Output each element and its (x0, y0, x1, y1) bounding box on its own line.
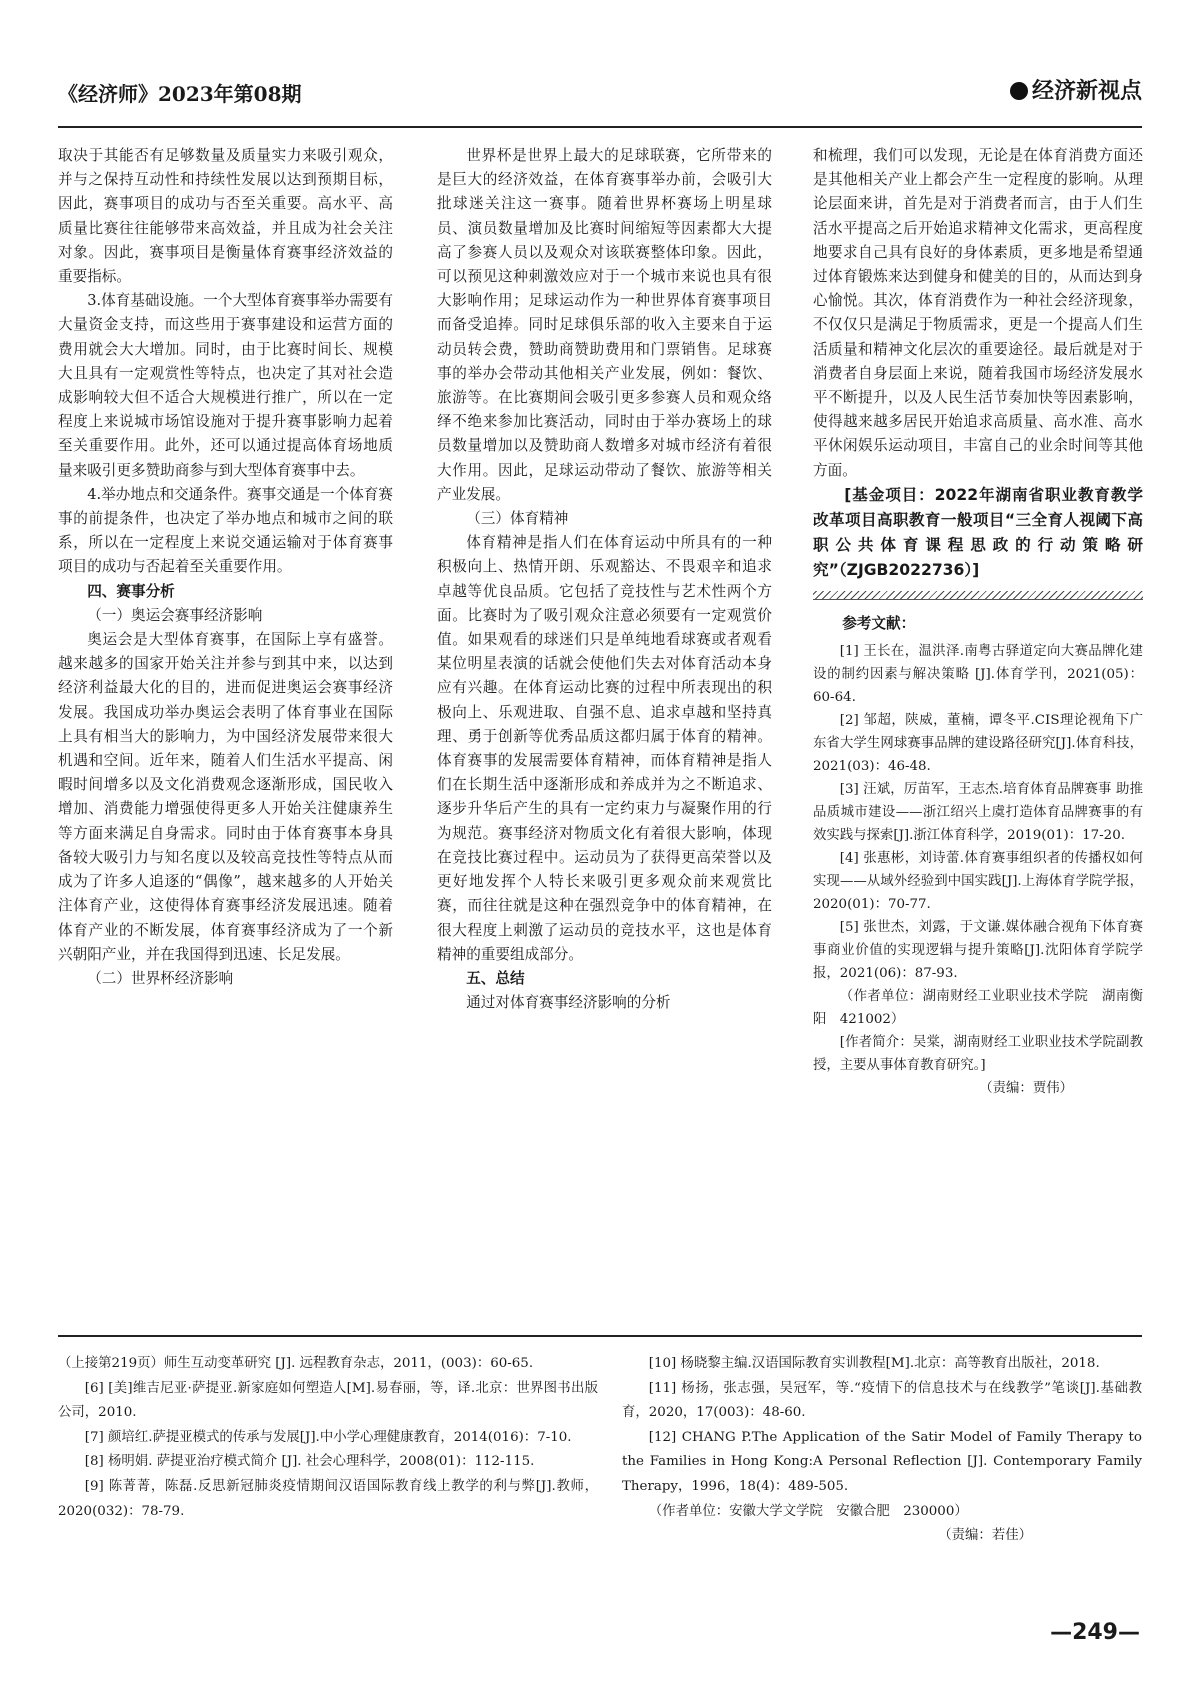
bottom-right-column (622, 1352, 1142, 1549)
editor-note: （责编：若佳） (938, 1528, 1032, 1544)
paragraph: 取决于其能否有足够数量及质量实力来吸引观众，并与之保持互动性和持续性发展以达到预期目标，因此，赛事项目的成功与否至关重要。高水平、高质量比赛往往能够带来高效益，并且成为社会关注对象。因此，赛事项目是衡量体育赛事经济效益的重要指标。 (58, 147, 393, 286)
bullet-dot-icon (1010, 82, 1028, 100)
reference-item: [4] 张惠彬，刘诗蕾.体育赛事组织者的传播权如何实现——从域外经验到中国实践[J].上海体育学院学报，2020(01)：70-77. (813, 851, 1143, 913)
subsection-heading: （三）体育精神 (466, 510, 569, 528)
section-heading: 五、总结 (466, 969, 525, 987)
author-unit: （作者单位：湖南财经工业职业技术学院 湖南衡阳 421002） (813, 989, 1143, 1028)
reference-item: [11] 杨扬，张志强，吴冠军，等.“疫情下的信息技术与在线教学”笔谈[J].基础教育，2020，17(003)：48-60. (622, 1380, 1142, 1421)
reference-item: [12] CHANG P.The Application of the Satir Model of Family Therapy to the Families in Hong Kong:A Personal Reflection [J]. Contemporary Family Therapy，1996，18(4)：489-505. (622, 1429, 1142, 1494)
header-rule (58, 126, 1142, 128)
section-tag (1010, 74, 1142, 105)
column-1 (58, 144, 393, 991)
editor-note: （责编：贾伟） (979, 1081, 1073, 1097)
reference-item: [3] 汪斌，厉苗军，王志杰.培育体育品牌赛事 助推品质城市建设——浙江绍兴上虞打造体育品牌赛事的有效实践与探索[J].浙江体育科学，2019(01)：17-20. (813, 782, 1143, 844)
reference-item: [2] 邹超，陕威，董楠，谭冬平.CIS理论视角下广东省大学生网球赛事品牌的建设路径研究[J].体育科技，2021(03)：46-48. (813, 713, 1143, 775)
paragraph: 奥运会是大型体育赛事，在国际上享有盛誉。越来越多的国家开始关注并参与到其中来，以达到经济利益最大化的目的，进而促进奥运会赛事经济发展。我国成功举办奥运会表明了体育事业在国际上具有相当大的影响力，为中国经济发展带来很大机遇和空间。近年来，随着人们生活水平提高、闲暇时间增多以及文化消费观念逐渐形成，国民收入增加、消费能力增强使得更多人开始关注健康养生等方面来满足自身需求。同时由于体育赛事本身具备较大吸引力与知名度以及较高竞技性等特点从而成为了许多人追逐的“偶像”，越来越多的人开始关注体育产业，这使得体育赛事经济发展迅速。随着体育产业的不断发展，体育赛事经济成为了一个新兴朝阳产业，并在我国得到迅速、长足发展。 (58, 631, 393, 963)
reference-item: [8] 杨明娟. 萨提亚治疗模式简介 [J]. 社会心理科学，2008(01)：112-115. (84, 1454, 535, 1470)
paragraph: 和梳理，我们可以发现，无论是在体育消费方面还是其他相关产业上都会产生一定程度的影响。从理论层面来讲，首先是对于消费者而言，由于人们生活水平提高之后开始追求精神文化需求，更高程度地要求自己具有良好的身体素质，更多地是希望通过体育锻炼来达到健身和健美的目的，从而达到身心愉悦。其次，体育消费作为一种社会经济现象，不仅仅只是满足于物质需求，更是一个提高人们生活质量和精神文化层次的重要途径。最后就是对于消费者自身层面上来说，随着我国市场经济发展水平不断提升，以及人民生活节奏加快等因素影响，使得越来越多居民开始追求高质量、高水准、高水平休闲娱乐运动项目，丰富自己的业余时间等其他方面。 (813, 147, 1143, 479)
bottom-left-column (58, 1352, 598, 1524)
section-label: 经济新视点 (1031, 79, 1142, 104)
reference-item: [5] 张世杰，刘露，于文谦.媒体融合视角下体育赛事商业价值的实现逻辑与提升策略[J].沈阳体育学院学报，2021(06)：87-93. (813, 920, 1143, 982)
fund-note: [基金项目：2022年湖南省职业教育教学改革项目高职教育一般项目“三全育人视阈下高职公共体育课程思政的行动策略研究”（ZJGB2022736）] (813, 485, 1143, 579)
reference-item: [6] [美]维吉尼亚·萨提亚.新家庭如何塑造人[M].易春丽，等，译.北京：世界图书出版公司，2010. (58, 1380, 598, 1421)
paragraph: 3.体育基础设施。一个大型体育赛事举办需要有大量资金支持，而这些用于赛事建设和运营方面的费用就会大大增加。同时，由于比赛时间长、规模大且具有一定观赏性等特点，也决定了其对社会造成影响较大但不适合大规模进行推广，所以在一定程度上来说城市场馆设施对于提升赛事影响力起着至关重要作用。此外，还可以通过提高体育场地质量来吸引更多赞助商参与到大型体育赛事中去。 (58, 292, 393, 479)
section-divider (58, 1335, 1142, 1337)
page-number: —249— (1050, 1620, 1140, 1645)
reference-item: [9] 陈菁菁，陈磊.反思新冠肺炎疫情期间汉语国际教育线上教学的利与弊[J].教师，2020(032)：78-79. (58, 1478, 598, 1519)
page-header (58, 70, 1142, 120)
reference-item: [10] 杨晓黎主编.汉语国际教育实训教程[M].北京：高等教育出版社，2018. (648, 1356, 1100, 1371)
paragraph: 通过对体育赛事经济影响的分析 (466, 994, 671, 1012)
paragraph: 体育精神是指人们在体育运动中所具有的一种积极向上、热情开朗、乐观豁达、不畏艰辛和追求卓越等优良品质。它包括了竞技性与艺术性两个方面。比赛时为了吸引观众注意必须要有一定观赏价值。如果观看的球迷们只是单纯地看球赛或者观看某位明星表演的话就会使他们失去对体育活动本身应有兴趣。在体育运动比赛的过程中所表现出的积极向上、乐观进取、自强不息、追求卓越和坚持真理、勇于创新等优秀品质这都归属于体育的精神。体育赛事的发展需要体育精神，而体育精神是指人们在长期生活中逐渐形成和养成并为之不断追求、逐步升华后产生的具有一定约束力与凝聚作用的行为规范。赛事经济对物质文化有着很大影响，体现在竞技比赛过程中。运动员为了获得更高荣誉以及更好地发挥个人特长来吸引更多观众前来观赏比赛，而往往就是这种在强烈竞争中的体育精神，在很大程度上刺激了运动员的竞技水平，这也是体育精神的重要组成部分。 (437, 534, 772, 963)
column-2 (437, 144, 772, 1015)
reference-item: [1] 王长在，温洪泽.南粤古驿道定向大赛品牌化建设的制约因素与解决策略 [J].体育学刊，2021(05)：60-64. (813, 644, 1143, 706)
paragraph: 4.举办地点和交通条件。赛事交通是一个体育赛事的前提条件，也决定了举办地点和城市之间的联系，所以在一定程度上来说交通运输对于体育赛事项目的成功与否起着至关重要作用。 (58, 485, 393, 576)
subsection-heading: （二）世界杯经济影响 (87, 969, 234, 987)
author-unit: （作者单位：安徽大学文学院 安徽合肥 230000） (648, 1503, 968, 1519)
column-3 (813, 144, 1143, 1100)
paragraph: 世界杯是世界上最大的足球联赛，它所带来的是巨大的经济效益，在体育赛事举办前，会吸引大批球迷关注这一赛事。随着世界杯赛场上明星球员、演员数量增加及比赛时间缩短等因素都大大提高了参赛人员以及观众对该联赛整体印象。因此，可以预见这种刺激效应对于一个城市来说也具有很大影响作用；足球运动作为一种世界体育赛事项目而备受追捧。同时足球俱乐部的收入主要来自于运动员转会费，赞助商赞助费用和门票销售。足球赛事的举办会带动其他相关产业发展，例如：餐饮、旅游等。在比赛期间会吸引更多参赛人员和观众络绎不绝来参加比赛活动，同时由于举办赛场上的球员数量增加以及赞助商人数增多对城市经济有着很大作用。因此，足球运动带动了餐饮、旅游等相关产业发展。 (437, 147, 772, 503)
references-title: 参考文献： (842, 614, 916, 632)
subsection-heading: （一）奥运会赛事经济影响 (87, 606, 263, 624)
author-bio: [作者简介：吴棠，湖南财经工业职业技术学院副教授，主要从事体育教育研究。] (813, 1035, 1143, 1074)
reference-item: [7] 颜培红.萨提亚模式的传承与发展[J].中小学心理健康教育，2014(016)：7-10. (84, 1429, 572, 1445)
section-heading: 四、赛事分析 (87, 582, 175, 600)
journal-issue: 《经济师》2023年第08期 (58, 82, 302, 106)
wavy-divider (813, 591, 1143, 600)
reference-item: （上接第219页）师生互动变革研究 [J]. 远程教育杂志，2011，(003)：60-65. (58, 1356, 534, 1371)
